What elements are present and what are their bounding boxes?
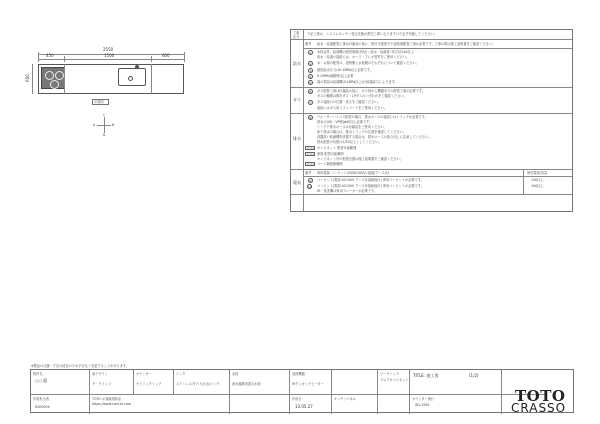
haisui-line: 排水配管の勾配は1/50以上としてください。 <box>317 140 382 144</box>
title-block <box>30 369 574 413</box>
marker-8: 8 <box>309 116 312 120</box>
dimension-total: 2550 <box>103 47 114 52</box>
col5-value: 浄水器兼用混合水栓 <box>232 382 261 386</box>
column-divider <box>289 370 290 414</box>
axis-label-b: B <box>112 123 115 127</box>
denki-value: 15A以上 <box>531 178 544 182</box>
partition-line <box>151 64 152 94</box>
denki-header-mid: 専用電源 コンセント(200V/100V) 接地(アース)付 <box>317 171 390 175</box>
row-divider <box>291 39 572 40</box>
kyusui-note: 給水・給湯配管工事は付属品の他に、壁付き配管や下部給湯配管工事が必要です。工事の際は施工説明書をご確認ください。 <box>317 42 496 46</box>
marker-3: 3 <box>309 69 312 73</box>
drain-icon <box>128 76 133 81</box>
section-denki: 電気 <box>293 180 301 185</box>
plan-label: 平面図 <box>94 100 104 104</box>
date-label: 作成日 <box>292 397 302 401</box>
kyusui-line: 水栓金具、給湯機の配管規格(内径) : 給水・給湯管: 呼び径13A以上 <box>317 50 414 54</box>
gas-line: ガス配管工事は付属品の他に、ガス栓から機器までの配管工事が必要です。 <box>317 89 426 93</box>
denki-line: コンセント(電源 AC100V アース付接地極付) 専用コンセントが必要です。 <box>317 184 424 188</box>
col4-value: ステンレス(すべり止め)シンク <box>176 382 220 386</box>
marker-7: 7 <box>309 101 312 105</box>
burner-icon <box>50 80 59 89</box>
section-haisui: 排水 <box>293 136 301 141</box>
row-bikou: 備考 <box>305 42 312 46</box>
col1-value: ○○ 邸 <box>35 378 48 383</box>
burner-icon <box>55 71 64 80</box>
column-divider <box>173 370 174 394</box>
title-label: TITLE: 施工図 <box>413 373 439 378</box>
axis-label-c: C <box>103 113 106 117</box>
dimension-left: 450 <box>46 53 54 58</box>
axis-label-d: D <box>103 133 106 137</box>
col6-label: 加熱機器 <box>292 372 305 376</box>
dimension-right: 600 <box>162 53 170 58</box>
haisui-line: ウォーターバイパス配管の場合、排水ホースの接続にはトラップが必要です。 <box>317 115 428 119</box>
gas-line: 接続にはガス用ソフトコードをご使用ください。 <box>317 106 387 110</box>
column-divider <box>523 169 524 194</box>
kitchen-drawing <box>20 40 270 140</box>
faucet-icon <box>135 65 139 69</box>
marker-2: 2 <box>309 62 312 66</box>
dimension-tick <box>184 52 185 62</box>
crasso-logo: CRASSO <box>511 401 567 415</box>
dimension-height: 650 <box>24 74 30 82</box>
titleblock-notes: ※製品の仕様・寸法は改良のため予告なく変更することがあります。 <box>31 364 130 368</box>
header-text: 下記工事は、システムキッチン受注先様が責任工事となりますので必ず実施してください。 <box>307 32 438 36</box>
haisui-line: キャビネット内の配管位置は施工説明書をご確認ください。 <box>317 157 404 161</box>
row-divider <box>303 48 572 49</box>
contact-label: TOTO お客様相談室 <box>92 397 122 401</box>
col3-value: セラミックトップ <box>136 382 162 386</box>
haisui-line: 排水口(VU・VP管)φ40以上必要です。 <box>317 120 373 124</box>
marker-1: 1 <box>309 51 312 55</box>
denki-header-left: 備考 <box>305 171 312 175</box>
partition-line <box>64 64 65 94</box>
column-divider <box>303 30 304 211</box>
row-divider <box>291 169 572 170</box>
column-divider <box>409 370 410 414</box>
legend-hatch-wall <box>305 152 315 156</box>
column-divider <box>377 370 378 414</box>
marker-4: 4 <box>309 75 312 79</box>
col3-label: カウンター <box>136 372 152 376</box>
marker-5: 5 <box>309 81 312 85</box>
col7-value: フロアキャビネット <box>380 378 409 382</box>
denki-line: コンセント(電源 AC100V アース付接地極付) 専用コンセントが必要です。 <box>317 178 424 182</box>
dimension-tick <box>151 56 152 62</box>
denki-value: 15A以上 <box>531 184 544 188</box>
kyusui-line: 0.1MPa(流動時)以上必要 <box>317 74 354 78</box>
code-label: カウンター奥行 <box>412 397 435 401</box>
spec-table <box>290 29 573 212</box>
legend-hatch3: コード類配線範囲 <box>317 162 343 166</box>
marker-6: 6 <box>309 90 312 94</box>
cooktop <box>41 67 65 89</box>
row-divider <box>291 113 572 114</box>
haisui-line: 食器洗い乾燥機を設置する場合は、排水ホースの取り回しに注意してください。 <box>317 135 432 139</box>
col2-label: 扉デザイン <box>92 372 108 376</box>
legend-hatch2: 壁面 配管可能範囲 <box>317 152 344 156</box>
column-divider <box>501 370 502 414</box>
orientation-vertical <box>104 117 105 133</box>
kyusui-line: 給水・給湯の接続には、ホース・フレキ管等をご使用ください。 <box>317 55 410 59</box>
legend-hatch-cord <box>305 162 315 166</box>
column-divider <box>89 370 90 414</box>
dimension-mid: 1500 <box>104 53 115 58</box>
kyusui-line: 最低給水圧力は0.1MPa以上必要です。 <box>317 68 373 72</box>
section-kyusui: 給水 <box>293 61 301 66</box>
haisui-line: シンク下排水ホースは付属品をご使用ください。 <box>317 125 387 129</box>
axis-label-a: A <box>93 123 96 127</box>
date-value: 13.05.27 <box>295 404 313 409</box>
column-divider <box>133 370 134 394</box>
kyusui-line: 湯の供給は給湯機(0.1MPa以上)の給湯能力によります。 <box>317 80 398 84</box>
dimension-tick <box>64 56 65 62</box>
marker-10: 10 <box>308 185 312 189</box>
denki-header-right: 使用電源/容量 <box>527 171 548 175</box>
section-gas: ガス <box>293 97 301 102</box>
header-col1: 工事 区分 <box>293 31 300 39</box>
haisui-line: 床下排水の場合は、排水トラップの位置を確認してください。 <box>317 130 407 134</box>
col2-value: ザ・クラッソ <box>92 382 112 386</box>
sink <box>118 68 146 86</box>
drawer-value: DS00509 <box>35 405 50 409</box>
column-divider <box>229 370 230 414</box>
row-divider <box>291 194 572 195</box>
col6-value: IHクッキングヒーター <box>292 382 324 386</box>
dimension-line-parts <box>38 59 184 60</box>
page-label: (1/2) <box>469 373 479 378</box>
column-divider <box>331 370 332 414</box>
kitchen-label: キッチンパネル <box>334 397 356 401</box>
drawer-label: 作図担当者 <box>33 397 49 401</box>
contact-url[interactable]: https://www.com-et.com <box>92 402 131 406</box>
col7-label: ワークトップ <box>380 372 400 376</box>
dimension-tick <box>38 52 39 62</box>
marker-9: 9 <box>309 179 312 183</box>
legend-hatch1: キャビネット 配管可能範囲 <box>317 146 357 150</box>
col5-label: 水栓 <box>232 372 239 376</box>
gas-line: ガス接続口の位置・高さをご確認ください。 <box>317 100 381 104</box>
burner-icon <box>45 71 54 80</box>
toto-logo: TOTO <box>515 387 566 405</box>
dimension-line-height <box>32 64 33 94</box>
row-divider <box>291 87 572 88</box>
kyusui-line: 水・お湯の配管は、建物側と水栓側のそれぞれについて確認ください。 <box>317 61 419 65</box>
code-value: W1-2550 <box>415 403 430 407</box>
denki-line: IH・食洗機は専用ブレーカーが必要です。 <box>317 189 378 193</box>
gas-line: ガスの種類は都市ガス・LPガスのいずれかをご確認ください。 <box>317 94 407 98</box>
col4-label: シンク <box>176 372 186 376</box>
legend-hatch-cabinet <box>305 146 315 150</box>
row-divider <box>303 176 572 177</box>
col1-label: 物件名 <box>33 372 43 376</box>
